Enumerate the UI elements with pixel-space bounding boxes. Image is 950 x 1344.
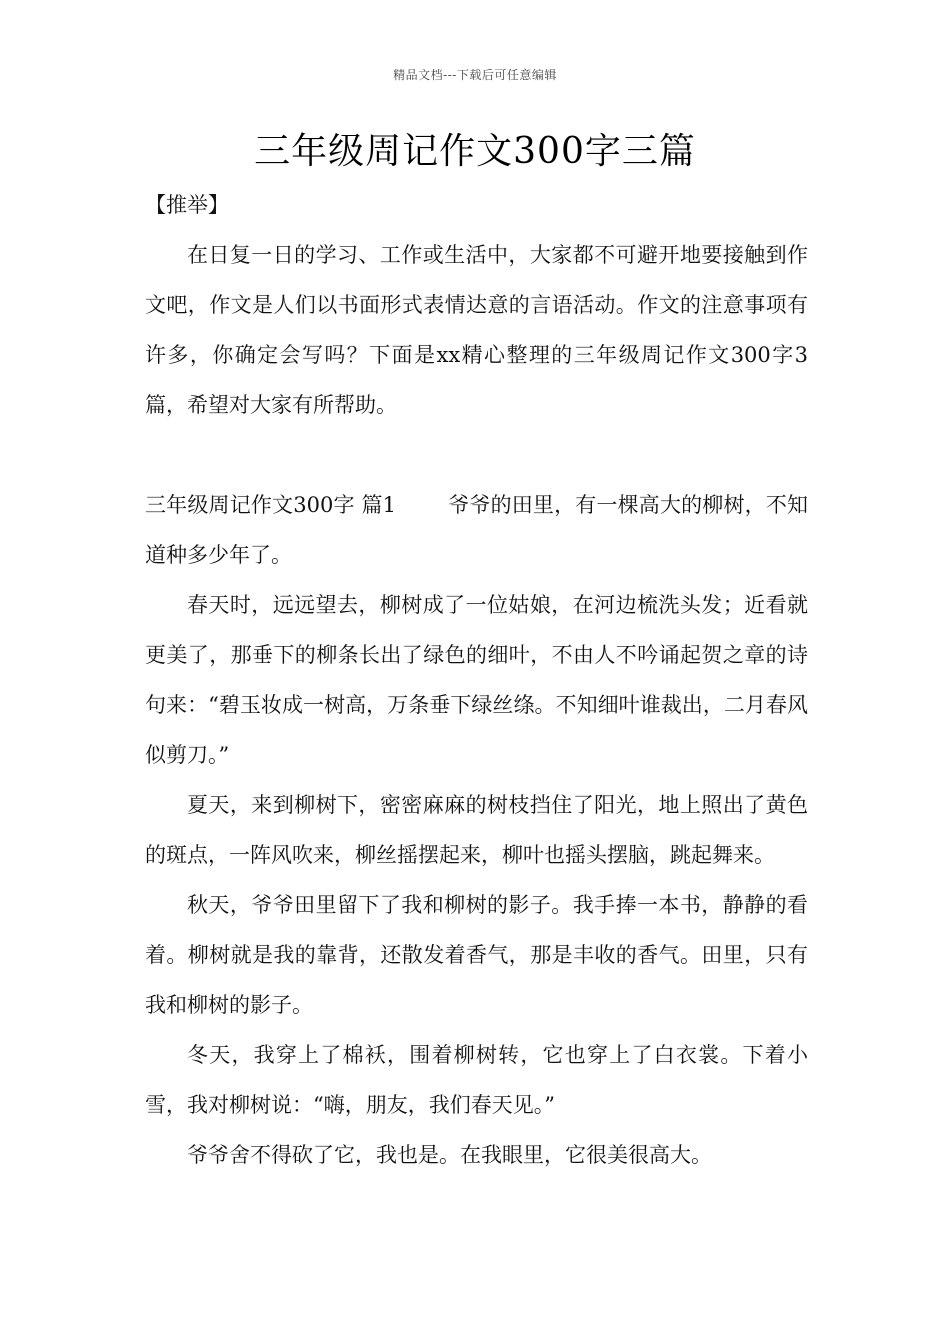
paragraph-gap	[145, 430, 808, 480]
paragraph-autumn: 秋天，爷爷田里留下了我和柳树的影子。我手捧一本书，静静的看着。柳树就是我的靠背，还散发着香气，那是丰收的香气。田里，只有我和柳树的影子。	[145, 893, 808, 1017]
paragraph-winter: 冬天，我穿上了棉袄，围着柳树转，它也穿上了白衣裳。下着小雪，我对柳树说：“嗨，朋友，我们春天见。”	[145, 1043, 808, 1117]
paragraph-closing: 爷爷舍不得砍了它，我也是。在我眼里，它很美很高大。	[187, 1143, 712, 1167]
page-header: 精品文档---下载后可任意编辑	[393, 68, 557, 82]
paragraph-summer: 夏天，来到柳树下，密密麻麻的树枝挡住了阳光，地上照出了黄色的斑点，一阵风吹来，柳丝摇摆起来，柳叶也摇头摆脑，跳起舞来。	[145, 793, 808, 867]
section-1-opening	[145, 480, 808, 580]
document-body	[145, 180, 808, 1180]
paragraph-spring: 春天时，远远望去，柳树成了一位姑娘，在河边梳洗头发；近看就更美了，那垂下的柳条长出了绿色的细叶，不由人不吟诵起贺之章的诗句来：“碧玉妆成一树高，万条垂下绿丝绦。不知细叶谁裁出，二月春风似剪刀。”	[145, 593, 808, 767]
recommend-tag: 【推举】	[145, 193, 229, 217]
document-title: 三年级周记作文300字三篇	[254, 131, 696, 172]
section-1-first-line: 爷爷的田里，有一棵高大的柳树，不知道种多少年了。	[145, 493, 809, 567]
section-1-heading: 三年级周记作文300字 篇1	[145, 493, 397, 517]
intro-paragraph: 在日复一日的学习、工作或生活中，大家都不可避开地要接触到作文吧，作文是人们以书面形式表情达意的言语活动。作文的注意事项有许多，你确定会写吗？下面是xx精心整理的三年级周记作文300字3篇，希望对大家有所帮助。	[145, 243, 808, 417]
